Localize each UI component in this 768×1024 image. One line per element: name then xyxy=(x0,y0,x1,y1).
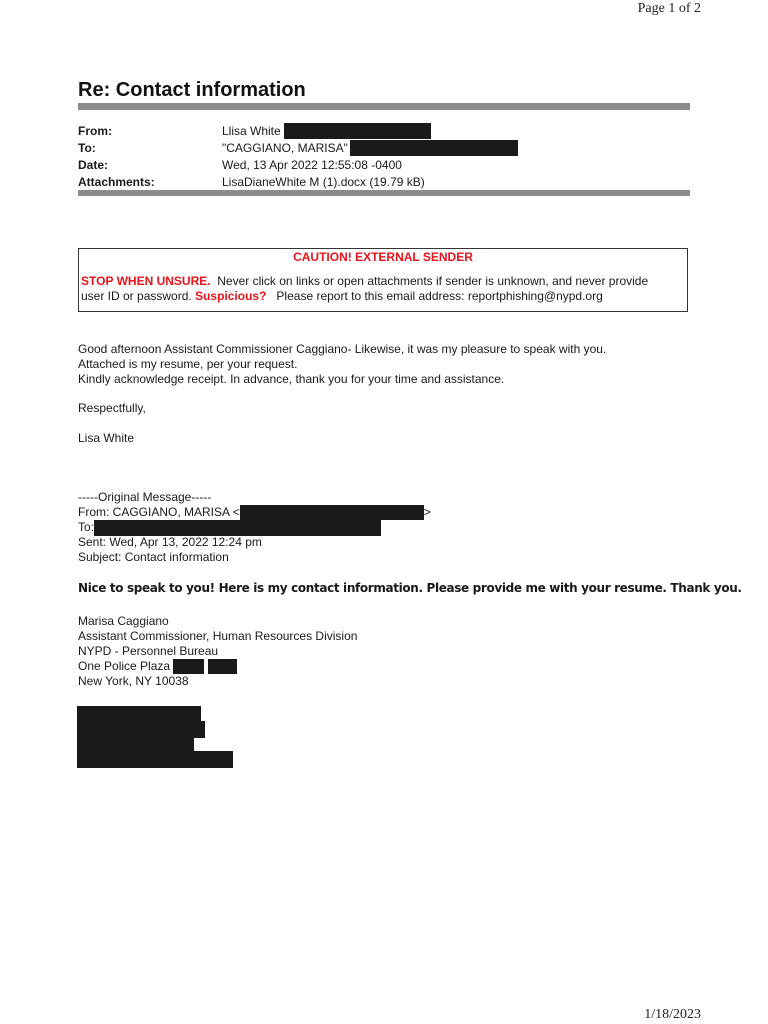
body-line: Kindly acknowledge receipt. In advance, thank you for your time and assistance. xyxy=(78,372,505,386)
suspicious-label: Suspicious? xyxy=(195,289,267,303)
closing: Respectfully, xyxy=(78,401,146,415)
caution-text xyxy=(79,274,687,304)
redaction-block xyxy=(77,751,233,768)
email-subject: Re: Contact information xyxy=(78,79,306,101)
to-label: To: xyxy=(78,141,96,155)
caution-line-2: user ID or password. xyxy=(81,289,192,303)
original-to xyxy=(78,520,381,536)
original-to-text: To: xyxy=(78,520,95,534)
caution-banner xyxy=(78,248,688,312)
header-divider-bottom xyxy=(78,190,690,196)
date-value: Wed, 13 Apr 2022 12:55:08 -0400 xyxy=(222,158,402,172)
attachments-label: Attachments: xyxy=(78,175,155,189)
sig-address-line: One Police Plaza xyxy=(78,659,171,673)
header-divider-top xyxy=(78,103,690,110)
stop-warning: STOP WHEN UNSURE. xyxy=(81,274,211,288)
redaction-block xyxy=(77,721,205,738)
redaction-block xyxy=(240,505,424,520)
date-label: Date: xyxy=(78,158,109,172)
from-label: From: xyxy=(78,124,112,138)
caution-title: CAUTION! EXTERNAL SENDER xyxy=(293,250,473,264)
redaction-block xyxy=(77,738,194,751)
from-value: Llisa White xyxy=(222,124,281,138)
body-line: Good afternoon Assistant Commissioner Caggiano- Likewise, it was my pleasure to speak with you. xyxy=(78,342,607,356)
redaction-block xyxy=(94,520,381,536)
redaction-block xyxy=(284,123,431,139)
attachment-link[interactable]: LisaDianeWhite M (1).docx (19.79 kB) xyxy=(222,175,425,189)
original-from xyxy=(78,505,431,520)
sender-signature xyxy=(78,614,357,689)
caution-line-1: Never click on links or open attachments if sender is unknown, and never provide xyxy=(217,274,649,288)
body-line: Attached is my resume, per your request. xyxy=(78,357,298,371)
to-value: "CAGGIANO, MARISA" xyxy=(222,141,348,155)
print-date: 1/18/2023 xyxy=(644,1007,701,1022)
page-number: Page 1 of 2 xyxy=(637,1,701,16)
redaction-block xyxy=(350,140,518,156)
sig-org: NYPD - Personnel Bureau xyxy=(78,644,219,658)
reply-body xyxy=(78,342,606,387)
redaction-block xyxy=(77,706,201,721)
original-message-header: -----Original Message----- xyxy=(78,490,212,504)
sig-city: New York, NY 10038 xyxy=(78,674,189,688)
original-message-text: Nice to speak to you! Here is my contact information. Please provide me with your resume. Thank you. xyxy=(78,581,742,595)
original-subject: Subject: Contact information xyxy=(78,550,229,564)
sig-address xyxy=(78,659,357,674)
redaction-block xyxy=(208,659,237,674)
sig-name: Marisa Caggiano xyxy=(78,614,169,628)
redaction-block xyxy=(173,659,204,674)
original-sent: Sent: Wed, Apr 13, 2022 12:24 pm xyxy=(78,535,262,549)
original-from-text: From: CAGGIANO, MARISA < xyxy=(78,505,240,519)
caution-line-3: Please report to this email address: reportphishing@nypd.org xyxy=(276,289,603,303)
original-from-suffix: > xyxy=(423,505,431,519)
signature: Lisa White xyxy=(78,431,135,445)
sig-title: Assistant Commissioner, Human Resources Division xyxy=(78,629,358,643)
